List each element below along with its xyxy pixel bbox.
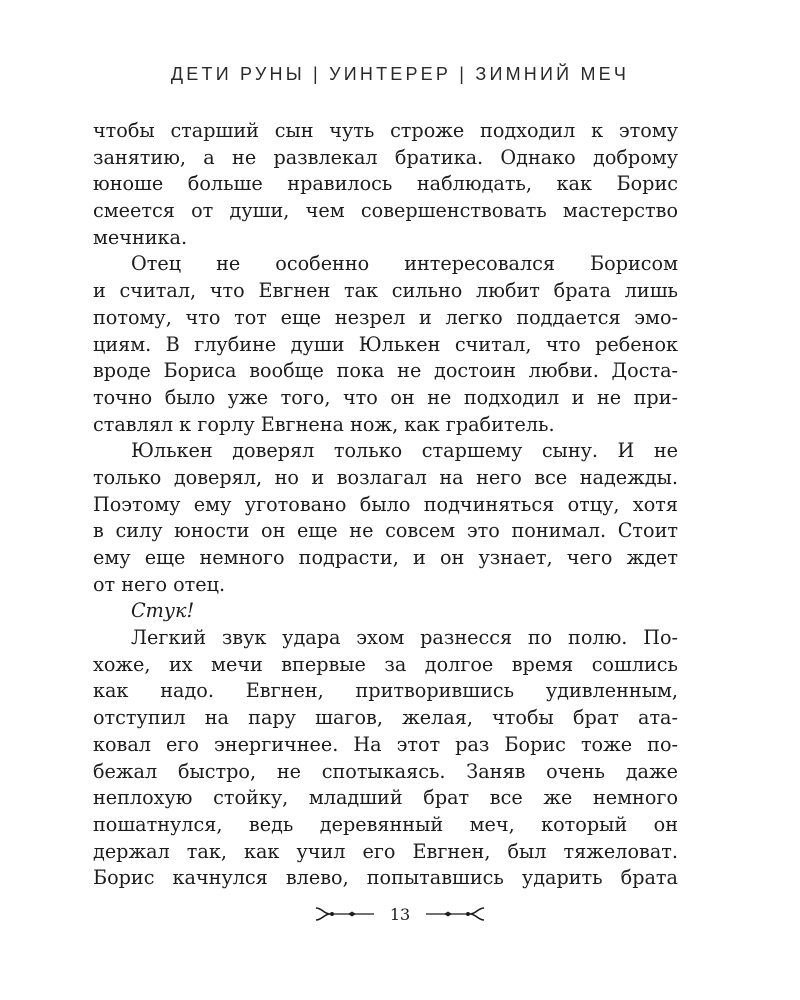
text-line: Борис качнулся влево, попытавшись ударить брата xyxy=(93,866,678,890)
text-line: и считал, что Евгнен так сильно любит брата лишь xyxy=(93,279,678,303)
page-footer xyxy=(0,904,800,924)
text-line: держал так, как учил его Евгнен, был тяжеловат. xyxy=(93,839,678,863)
text-line: от него отец. xyxy=(93,572,226,596)
text-line: Отец не особенно интересовался Борисом xyxy=(131,252,678,276)
text-line: вроде Бориса вообще пока не достоин любви. Доста- xyxy=(93,359,678,383)
running-header: ДЕТИ РУНЫ | УИНТЕРЕР | ЗИМНИЙ МЕЧ xyxy=(170,64,630,84)
text-line: смеется от души, чем совершенствовать мастерство xyxy=(93,199,678,223)
text-line: отступил на пару шагов, желая, чтобы брат ата- xyxy=(93,706,678,730)
text-line: ставлял к горлу Евгнена нож, как грабитель. xyxy=(93,412,555,436)
text-line: в силу юности он еще не совсем это понимал. Стоит xyxy=(93,519,678,543)
text-line: Юлькен доверял только старшему сыну. И не xyxy=(131,439,678,463)
flourish-left-icon xyxy=(314,904,376,924)
text-line: мечника. xyxy=(93,225,188,249)
text-line: Поэтому ему уготовано было подчиняться отцу, хотя xyxy=(93,492,678,516)
text-line: пошатнулся, ведь деревянный меч, который он xyxy=(93,812,678,836)
text-line: потому, что тот еще незрел и легко поддается эмо- xyxy=(93,305,678,329)
text-line: неплохую стойку, младший брат все же немного xyxy=(93,786,678,810)
text-line: занятию, а не развлекал братика. Однако доброму xyxy=(93,145,678,169)
text-line: как надо. Евгнен, притворившись удивленным, xyxy=(93,679,678,703)
text-line: точно было уже того, что он не подходил и не при- xyxy=(93,385,678,409)
text-line: чтобы старший сын чуть строже подходил к этому xyxy=(93,119,678,142)
body-text xyxy=(93,118,678,892)
text-line: хоже, их мечи впервые за долгое время сошлись xyxy=(93,652,678,676)
page-number: 13 xyxy=(389,904,411,924)
text-line: юноше больше нравилось наблюдать, как Борис xyxy=(93,172,678,196)
flourish-right-icon xyxy=(424,904,486,924)
text-line: ковал его энергичнее. На этот раз Борис тоже по- xyxy=(93,732,678,756)
text-line: циям. В глубине души Юлькен считал, что ребенок xyxy=(93,332,678,356)
text-line-italic: Стук! xyxy=(131,599,195,623)
text-line: Легкий звук удара эхом разнесся по полю. По- xyxy=(131,626,678,650)
text-line: бежал быстро, не спотыкаясь. Заняв очень даже xyxy=(93,759,678,783)
text-line: ему еще немного подрасти, и он узнает, чего ждет xyxy=(93,546,678,569)
text-line: только доверял, но и возлагал на него все надежды. xyxy=(93,465,678,489)
